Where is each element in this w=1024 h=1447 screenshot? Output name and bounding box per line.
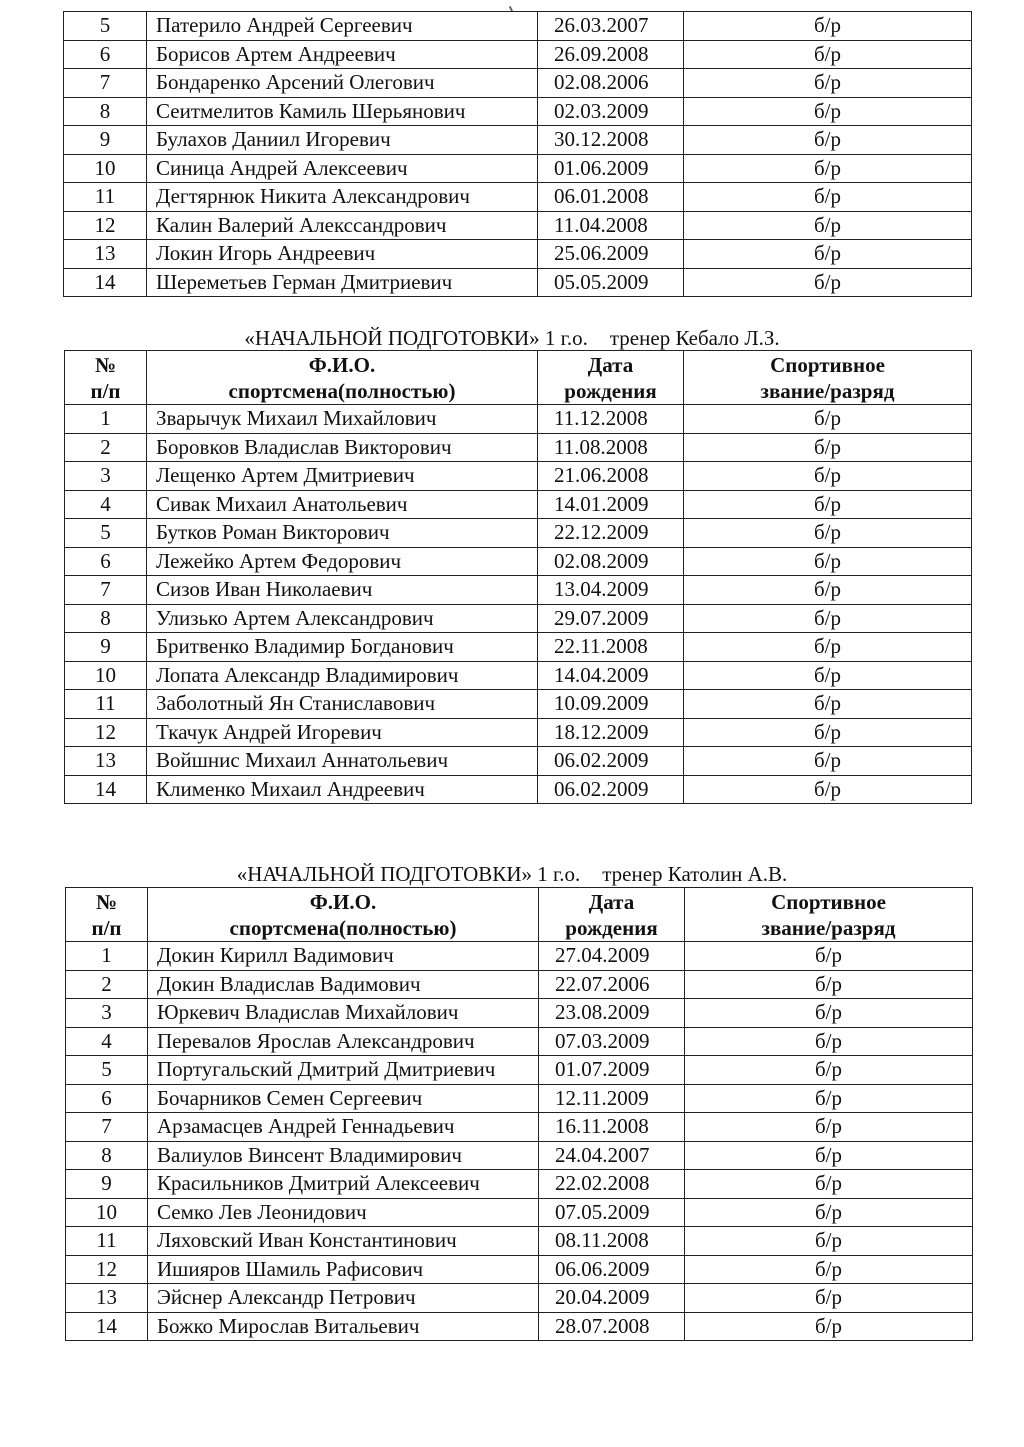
table-row <box>65 690 972 719</box>
row-number: 5 <box>66 1056 148 1085</box>
row-number: 3 <box>65 462 147 491</box>
row-number: 8 <box>65 604 147 633</box>
birth-date: 22.07.2006 <box>539 970 685 999</box>
birth-date: 26.03.2007 <box>538 12 684 41</box>
table-row <box>66 942 973 971</box>
table-row <box>66 1084 973 1113</box>
athlete-name: Заболотный Ян Станиславович <box>147 690 538 719</box>
table-row <box>66 1284 973 1313</box>
row-number: 5 <box>64 12 147 41</box>
table-header-row <box>65 351 972 405</box>
row-number: 3 <box>66 999 148 1028</box>
sport-rank: б/р <box>684 183 972 212</box>
athlete-name: Перевалов Ярослав Александрович <box>148 1027 539 1056</box>
athletes-table-continued <box>63 11 972 297</box>
table-row <box>65 604 972 633</box>
row-number: 11 <box>66 1227 148 1256</box>
row-number: 4 <box>66 1027 148 1056</box>
athlete-name: Докин Кирилл Вадимович <box>148 942 539 971</box>
sport-rank: б/р <box>685 942 973 971</box>
birth-date: 02.08.2009 <box>538 547 684 576</box>
row-number: 7 <box>65 576 147 605</box>
athletes-table-katolin <box>65 887 973 1341</box>
sport-rank: б/р <box>684 576 972 605</box>
row-number: 13 <box>65 747 147 776</box>
table-header-row <box>66 888 973 942</box>
sport-rank: б/р <box>684 661 972 690</box>
table-row <box>65 576 972 605</box>
birth-date: 26.09.2008 <box>538 40 684 69</box>
header-name: Ф.И.О. спортсмена(полностью) <box>147 351 538 405</box>
birth-date: 01.07.2009 <box>539 1056 685 1085</box>
table-row <box>66 1255 973 1284</box>
birth-date: 18.12.2009 <box>538 718 684 747</box>
table-row <box>64 40 972 69</box>
birth-date: 11.04.2008 <box>538 211 684 240</box>
birth-date: 11.08.2008 <box>538 433 684 462</box>
row-number: 14 <box>64 268 147 297</box>
table-row <box>64 69 972 98</box>
sport-rank: б/р <box>684 268 972 297</box>
row-number: 14 <box>66 1312 148 1341</box>
sport-rank: б/р <box>684 547 972 576</box>
sport-rank: б/р <box>685 1027 973 1056</box>
birth-date: 28.07.2008 <box>539 1312 685 1341</box>
birth-date: 06.06.2009 <box>539 1255 685 1284</box>
row-number: 9 <box>64 126 147 155</box>
row-number: 5 <box>65 519 147 548</box>
table-row <box>65 462 972 491</box>
athlete-name: Семко Лев Леонидович <box>148 1198 539 1227</box>
sport-rank: б/р <box>685 970 973 999</box>
athlete-name: Божко Мирослав Витальевич <box>148 1312 539 1341</box>
sport-rank: б/р <box>684 747 972 776</box>
athlete-name: Шереметьев Герман Дмитриевич <box>147 268 538 297</box>
sport-rank: б/р <box>684 462 972 491</box>
row-number: 12 <box>66 1255 148 1284</box>
birth-date: 29.07.2009 <box>538 604 684 633</box>
row-number: 13 <box>64 240 147 269</box>
sport-rank: б/р <box>684 211 972 240</box>
table-row <box>64 240 972 269</box>
sport-rank: б/р <box>684 126 972 155</box>
row-number: 7 <box>64 69 147 98</box>
row-number: 6 <box>64 40 147 69</box>
sport-rank: б/р <box>685 1113 973 1142</box>
group-title-kebalo <box>0 326 1024 351</box>
table-row <box>66 1027 973 1056</box>
row-number: 6 <box>66 1084 148 1113</box>
athlete-name: Ишияров Шамиль Рафисович <box>148 1255 539 1284</box>
header-date: Дата рождения <box>539 888 685 942</box>
sport-rank: б/р <box>684 405 972 434</box>
row-number: 11 <box>64 183 147 212</box>
sport-rank: б/р <box>685 1141 973 1170</box>
athlete-name: Лежейко Артем Федорович <box>147 547 538 576</box>
birth-date: 12.11.2009 <box>539 1084 685 1113</box>
sport-rank: б/р <box>684 240 972 269</box>
athlete-name: Арзамасцев Андрей Геннадьевич <box>148 1113 539 1142</box>
athlete-name: Борисов Артем Андреевич <box>147 40 538 69</box>
birth-date: 02.08.2006 <box>538 69 684 98</box>
birth-date: 07.05.2009 <box>539 1198 685 1227</box>
athlete-name: Дегтярнюк Никита Александрович <box>147 183 538 212</box>
athlete-name: Бритвенко Владимир Богданович <box>147 633 538 662</box>
row-number: 4 <box>65 490 147 519</box>
athlete-name: Зварычук Михаил Михайлович <box>147 405 538 434</box>
birth-date: 22.12.2009 <box>538 519 684 548</box>
athlete-name: Локин Игорь Андреевич <box>147 240 538 269</box>
table-row <box>64 126 972 155</box>
birth-date: 01.06.2009 <box>538 154 684 183</box>
table-row <box>64 211 972 240</box>
table-row <box>66 1141 973 1170</box>
sport-rank: б/р <box>684 604 972 633</box>
group-title-katolin <box>0 862 1024 887</box>
sport-rank: б/р <box>684 40 972 69</box>
athlete-name: Калин Валерий Алекссандрович <box>147 211 538 240</box>
birth-date: 07.03.2009 <box>539 1027 685 1056</box>
sport-rank: б/р <box>685 1198 973 1227</box>
athlete-name: Улизько Артем Александрович <box>147 604 538 633</box>
table-row <box>66 1312 973 1341</box>
row-number: 1 <box>66 942 148 971</box>
table-row <box>66 1227 973 1256</box>
coach-name: тренер Кебало Л.З. <box>609 326 780 350</box>
athlete-name: Боровков Владислав Викторович <box>147 433 538 462</box>
sport-rank: б/р <box>685 999 973 1028</box>
table-body <box>66 942 973 1341</box>
sport-rank: б/р <box>684 69 972 98</box>
sport-rank: б/р <box>684 12 972 41</box>
header-name: Ф.И.О. спортсмена(полностью) <box>148 888 539 942</box>
sport-rank: б/р <box>685 1227 973 1256</box>
sport-rank: б/р <box>685 1312 973 1341</box>
table-row <box>66 1056 973 1085</box>
row-number: 9 <box>65 633 147 662</box>
athlete-name: Лещенко Артем Дмитриевич <box>147 462 538 491</box>
row-number: 2 <box>65 433 147 462</box>
athlete-name: Клименко Михаил Андреевич <box>147 775 538 804</box>
table-row <box>65 405 972 434</box>
athlete-name: Сизов Иван Николаевич <box>147 576 538 605</box>
sport-rank: б/р <box>685 1255 973 1284</box>
row-number: 10 <box>65 661 147 690</box>
table-row <box>64 268 972 297</box>
coach-name: тренер Католин А.В. <box>602 862 788 886</box>
table-row <box>65 775 972 804</box>
athlete-name: Красильников Дмитрий Алексеевич <box>148 1170 539 1199</box>
athlete-name: Синица Андрей Алексеевич <box>147 154 538 183</box>
table-row <box>65 547 972 576</box>
birth-date: 13.04.2009 <box>538 576 684 605</box>
table-row <box>65 519 972 548</box>
athlete-name: Ляховский Иван Константинович <box>148 1227 539 1256</box>
birth-date: 21.06.2008 <box>538 462 684 491</box>
birth-date: 23.08.2009 <box>539 999 685 1028</box>
row-number: 14 <box>65 775 147 804</box>
athlete-name: Сеитмелитов Камиль Шерьянович <box>147 97 538 126</box>
table-row <box>65 433 972 462</box>
athlete-name: Бочарников Семен Сергеевич <box>148 1084 539 1113</box>
birth-date: 11.12.2008 <box>538 405 684 434</box>
row-number: 7 <box>66 1113 148 1142</box>
header-date: Дата рождения <box>538 351 684 405</box>
birth-date: 10.09.2009 <box>538 690 684 719</box>
header-num: № п/п <box>66 888 148 942</box>
table-row <box>66 1198 973 1227</box>
table-row <box>66 970 973 999</box>
sport-rank: б/р <box>685 1056 973 1085</box>
sport-rank: б/р <box>685 1084 973 1113</box>
birth-date: 27.04.2009 <box>539 942 685 971</box>
birth-date: 05.05.2009 <box>538 268 684 297</box>
sport-rank: б/р <box>684 633 972 662</box>
header-num: № п/п <box>65 351 147 405</box>
athlete-name: Португальский Дмитрий Дмитриевич <box>148 1056 539 1085</box>
sport-rank: б/р <box>684 490 972 519</box>
sport-rank: б/р <box>684 97 972 126</box>
row-number: 1 <box>65 405 147 434</box>
sport-rank: б/р <box>685 1170 973 1199</box>
athlete-name: Валиулов Винсент Владимирович <box>148 1141 539 1170</box>
sport-rank: б/р <box>684 519 972 548</box>
sport-rank: б/р <box>685 1284 973 1313</box>
athlete-name: Сивак Михаил Анатольевич <box>147 490 538 519</box>
table-row <box>64 154 972 183</box>
birth-date: 22.02.2008 <box>539 1170 685 1199</box>
header-rank: Спортивное звание/разряд <box>685 888 973 942</box>
birth-date: 16.11.2008 <box>539 1113 685 1142</box>
group-title: «НАЧАЛЬНОЙ ПОДГОТОВКИ» 1 г.о. <box>236 862 581 886</box>
row-number: 10 <box>64 154 147 183</box>
row-number: 11 <box>65 690 147 719</box>
row-number: 2 <box>66 970 148 999</box>
birth-date: 25.06.2009 <box>538 240 684 269</box>
sport-rank: б/р <box>684 718 972 747</box>
athlete-name: Юркевич Владислав Михайлович <box>148 999 539 1028</box>
athlete-name: Лопата Александр Владимирович <box>147 661 538 690</box>
table-row <box>65 747 972 776</box>
birth-date: 24.04.2007 <box>539 1141 685 1170</box>
athlete-name: Бондаренко Арсений Олегович <box>147 69 538 98</box>
athlete-name: Докин Владислав Вадимович <box>148 970 539 999</box>
table-body <box>64 12 972 297</box>
sport-rank: б/р <box>684 154 972 183</box>
row-number: 8 <box>64 97 147 126</box>
birth-date: 02.03.2009 <box>538 97 684 126</box>
table-row <box>66 1113 973 1142</box>
athlete-name: Ткачук Андрей Игоревич <box>147 718 538 747</box>
table-row <box>64 97 972 126</box>
row-number: 9 <box>66 1170 148 1199</box>
birth-date: 22.11.2008 <box>538 633 684 662</box>
birth-date: 06.02.2009 <box>538 747 684 776</box>
sport-rank: б/р <box>684 433 972 462</box>
athletes-table-kebalo <box>64 350 972 804</box>
group-title: «НАЧАЛЬНОЙ ПОДГОТОВКИ» 1 г.о. <box>244 326 588 350</box>
row-number: 6 <box>65 547 147 576</box>
row-number: 12 <box>64 211 147 240</box>
birth-date: 08.11.2008 <box>539 1227 685 1256</box>
row-number: 13 <box>66 1284 148 1313</box>
birth-date: 14.01.2009 <box>538 490 684 519</box>
birth-date: 20.04.2009 <box>539 1284 685 1313</box>
table-row <box>64 183 972 212</box>
table-row <box>64 12 972 41</box>
birth-date: 06.02.2009 <box>538 775 684 804</box>
sport-rank: б/р <box>684 690 972 719</box>
athlete-name: Патерило Андрей Сергеевич <box>147 12 538 41</box>
table-row <box>65 490 972 519</box>
athlete-name: Войшнис Михаил Аннатольевич <box>147 747 538 776</box>
header-rank: Спортивное звание/разряд <box>684 351 972 405</box>
row-number: 12 <box>65 718 147 747</box>
birth-date: 14.04.2009 <box>538 661 684 690</box>
table-body <box>65 405 972 804</box>
athlete-name: Бутков Роман Викторович <box>147 519 538 548</box>
table-row <box>65 718 972 747</box>
birth-date: 06.01.2008 <box>538 183 684 212</box>
athlete-name: Булахов Даниил Игоревич <box>147 126 538 155</box>
table-row <box>65 661 972 690</box>
table-row <box>66 1170 973 1199</box>
table-row <box>66 999 973 1028</box>
athlete-name: Эйснер Александр Петрович <box>148 1284 539 1313</box>
birth-date: 30.12.2008 <box>538 126 684 155</box>
sport-rank: б/р <box>684 775 972 804</box>
row-number: 8 <box>66 1141 148 1170</box>
row-number: 10 <box>66 1198 148 1227</box>
table-row <box>65 633 972 662</box>
